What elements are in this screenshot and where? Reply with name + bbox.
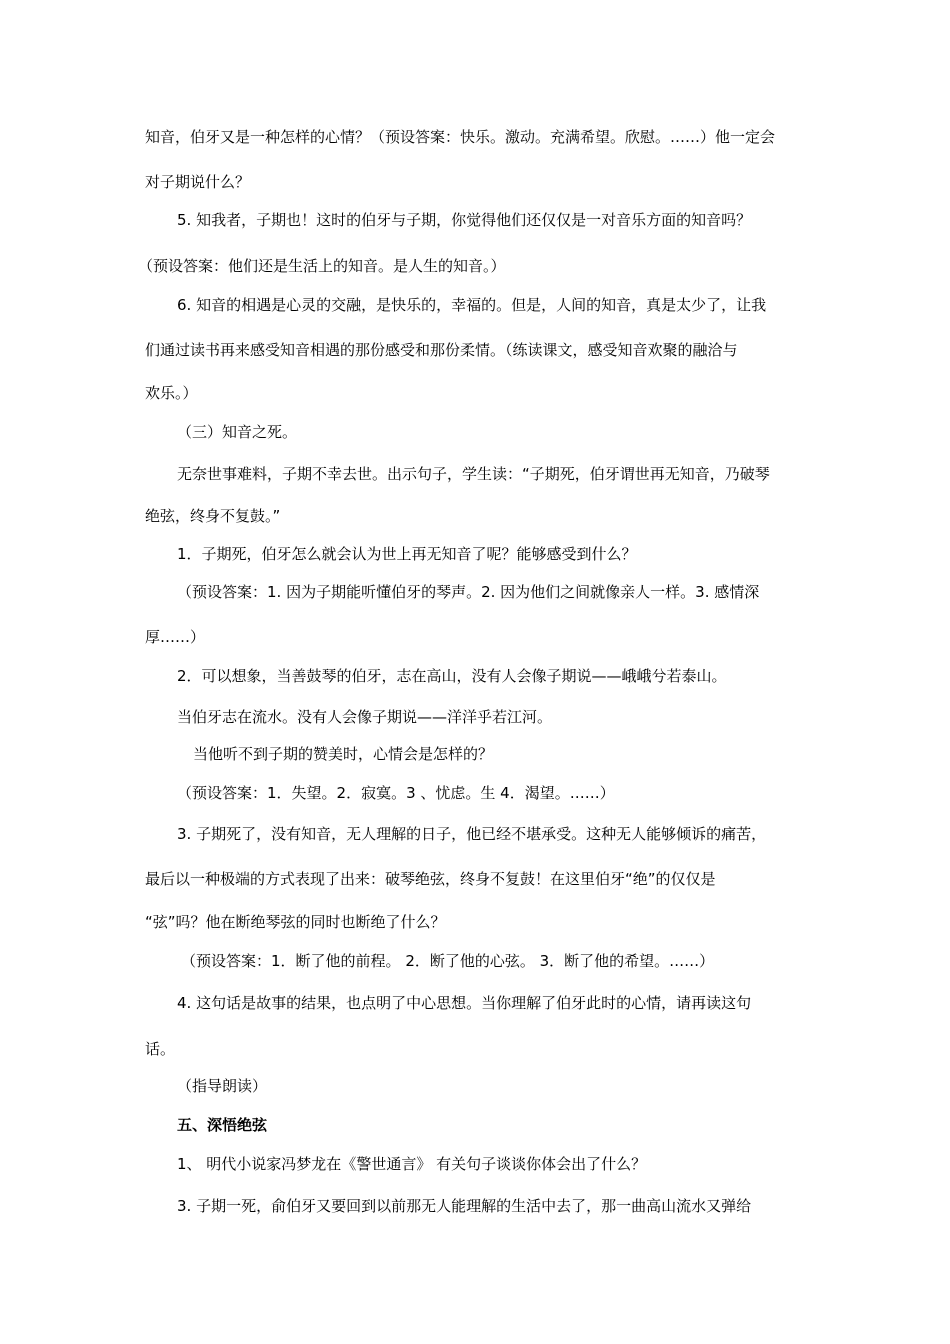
- text-line: （预设答案：他们还是生活上的知音。是人生的知音。）: [138, 257, 506, 275]
- text-line: 当伯牙志在流水。没有人会像子期说——洋洋乎若江河。: [177, 708, 553, 726]
- text-line: 话。: [145, 1040, 176, 1058]
- text-line: 1、 明代小说家冯梦龙在《警世通言》 有关句子谈谈你体会出了什么？: [177, 1155, 647, 1173]
- text-line: 2．可以想象，当善鼓琴的伯牙，志在高山，没有人会像子期说——峨峨兮若泰山。: [177, 667, 727, 685]
- text-line: （预设答案：1．失望。2．寂寞。3 、忧虑。生 4．渴望。……）: [177, 784, 615, 802]
- text-line: 4. 这句话是故事的结果，也点明了中心思想。当你理解了伯牙此时的心情，请再读这句: [177, 994, 752, 1012]
- section-heading: （三）知音之死。: [177, 423, 298, 441]
- text-line: 欢乐。）: [145, 384, 198, 402]
- text-line: 5. 知我者，子期也！这时的伯牙与子期，你觉得他们还仅仅是一对音乐方面的知音吗？: [177, 211, 752, 229]
- text-line: 当他听不到子期的赞美时，心情会是怎样的？: [193, 745, 494, 763]
- text-line: 们通过读书再来感受知音相遇的那份感受和那份柔情。（练读课文，感受知音欢聚的融洽与: [145, 341, 738, 359]
- text-line: 知音，伯牙又是一种怎样的心情？（预设答案：快乐。激动。充满希望。欣慰。……）他一定会: [145, 128, 776, 146]
- text-line: 厚……）: [145, 628, 206, 646]
- text-line: 对子期说什么？: [145, 173, 251, 191]
- text-line: （预设答案：1．断了他的前程。 2．断了他的心弦。 3．断了他的希望。……）: [181, 952, 715, 970]
- text-line: 3. 子期死了，没有知音，无人理解的日子，他已经不堪承受。这种无人能够倾诉的痛苦，: [177, 825, 767, 843]
- text-line: （预设答案：1. 因为子期能听懂伯牙的琴声。2. 因为他们之间就像亲人一样。3. 感情深: [177, 583, 760, 601]
- text-line: 3. 子期一死，俞伯牙又要回到以前那无人能理解的生活中去了，那一曲高山流水又弹给: [177, 1197, 752, 1215]
- text-line: 绝弦，终身不复鼓。”: [145, 507, 281, 525]
- text-line: 1．子期死，伯牙怎么就会认为世上再无知音了呢？能够感受到什么？: [177, 545, 637, 563]
- text-line: “弦”吗？他在断绝琴弦的同时也断绝了什么？: [145, 913, 446, 931]
- text-line: 最后以一种极端的方式表现了出来：破琴绝弦，终身不复鼓！在这里伯牙“绝”的仅仅是: [145, 870, 716, 888]
- section-heading: 五、深悟绝弦: [177, 1116, 268, 1134]
- text-line: 6. 知音的相遇是心灵的交融，是快乐的，幸福的。但是，人间的知音，真是太少了，让我: [177, 296, 767, 314]
- text-line: 无奈世事难料，子期不幸去世。出示句子，学生读：“子期死，伯牙谓世再无知音，乃破琴: [177, 465, 770, 483]
- text-line: （指导朗读）: [177, 1077, 268, 1095]
